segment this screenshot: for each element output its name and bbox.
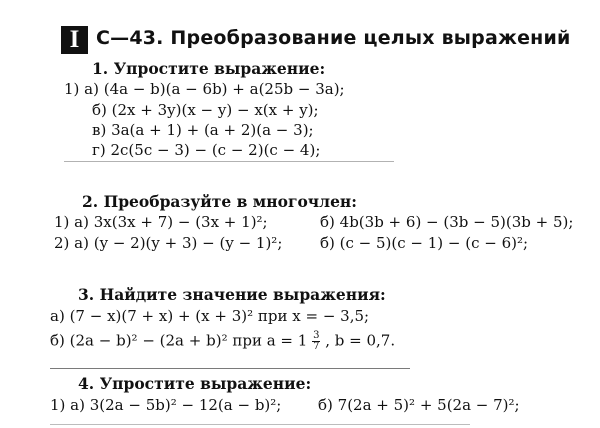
exercise-1-line-b: б) (2x + 3y)(x − y) − x(x + y); <box>92 101 319 119</box>
crop-edge-line-bottom <box>50 424 470 425</box>
section-divider <box>50 368 410 369</box>
exercise-1-line-c: в) 3a(a + 1) + (a + 2)(a − 3); <box>92 121 314 139</box>
exercise-1-line-d: г) 2c(5c − 3) − (c − 2)(c − 4); <box>92 141 321 159</box>
exercise-3-line-b-text: б) (2a − b)² − (2a + b)² при a = 1 <box>50 331 308 350</box>
exercise-2-heading: 2. Преобразуйте в многочлен: <box>82 192 357 211</box>
exercise-3-line-b <box>50 331 395 352</box>
exercise-4-row1-left: 1) а) 3(2a − 5b)² − 12(a − b)²; <box>50 396 282 414</box>
exercise-4-row1-right: б) 7(2a + 5)² + 5(2a − 7)²; <box>318 396 520 414</box>
exercise-3-line-b-end: , b = 0,7. <box>325 331 396 350</box>
page-title: С—43. Преобразование целых выражений <box>96 27 571 49</box>
fraction <box>312 331 320 352</box>
exercise-4-heading: 4. Упростите выражение: <box>78 374 312 393</box>
exercise-2-row2-left: 2) а) (y − 2)(y + 3) − (y − 1)²; <box>54 234 283 252</box>
variant-badge: I <box>61 26 88 54</box>
crop-edge-line <box>64 161 394 162</box>
exercise-1-heading: 1. Упростите выражение: <box>92 59 326 78</box>
exercise-3-heading: 3. Найдите значение выражения: <box>78 285 386 304</box>
fraction-denominator: 7 <box>313 341 320 352</box>
fraction-numerator: 3 <box>313 330 320 341</box>
exercise-2-row1-right: б) 4b(3b + 6) − (3b − 5)(3b + 5); <box>320 213 574 231</box>
exercise-3-line-a: а) (7 − x)(7 + x) + (x + 3)² при x = − 3,5; <box>50 307 370 325</box>
exercise-2-row1-left: 1) а) 3x(3x + 7) − (3x + 1)²; <box>54 213 268 231</box>
exercise-2-row2-right: б) (c − 5)(c − 1) − (c − 6)²; <box>320 234 529 252</box>
exercise-1-line-a: 1) а) (4a − b)(a − 6b) + a(25b − 3a); <box>64 80 345 98</box>
